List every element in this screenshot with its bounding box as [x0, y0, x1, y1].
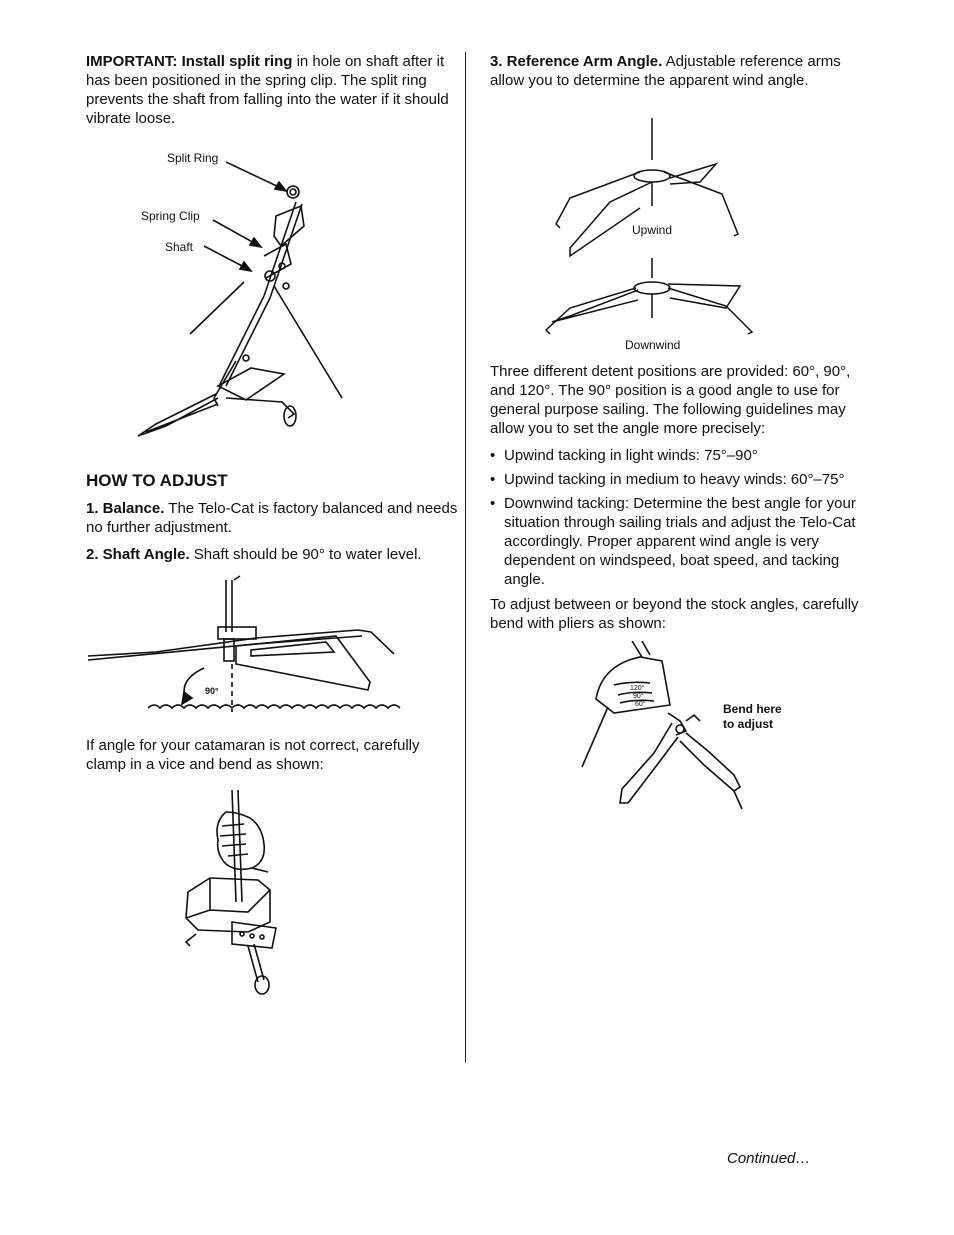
important-text: in hole on shaft after it has been positioned in the spring clip. The split ring prevents the shaft from falling into the water if it should vibrate loose.	[86, 53, 449, 127]
shaft-angle-illustration	[86, 572, 458, 722]
upwind-label: Upwind	[632, 223, 673, 237]
balance-paragraph	[86, 499, 458, 537]
pliers-figure	[490, 641, 870, 821]
important-paragraph	[86, 52, 458, 128]
balance-label: 1. Balance.	[86, 500, 165, 517]
vice-figure	[86, 782, 458, 1007]
split-ring-figure	[86, 136, 458, 441]
dial-label-120: 120°	[630, 685, 645, 692]
reference-arm-label: 3. Reference Arm Angle.	[490, 53, 663, 70]
important-bold: Install split ring	[181, 53, 293, 70]
column-divider	[465, 52, 466, 1062]
reference-arm-paragraph	[490, 52, 870, 90]
detent-paragraph: Three different detent positions are provided: 60°, 90°, and 120°. The 90° position is a good angle to use for general purpose sailing. The following guidelines may allow you to set the angle more precisely:	[490, 363, 851, 437]
reference-arm-illustration	[490, 98, 870, 348]
shaft-angle-text: Shaft should be 90° to water level.	[193, 546, 422, 563]
continued-footer: Continued…	[727, 1150, 811, 1167]
bend-vice-paragraph: If angle for your catamaran is not correct, carefully clamp in a vice and bend as shown:	[86, 737, 420, 773]
guidelines-list	[490, 446, 870, 589]
left-column	[86, 52, 458, 1007]
bend-here-label: Bend here	[723, 702, 782, 716]
stock-angles-paragraph: To adjust between or beyond the stock angles, carefully bend with pliers as shown:	[490, 596, 859, 632]
how-to-adjust-heading: HOW TO ADJUST	[86, 471, 228, 490]
downwind-label: Downwind	[625, 338, 681, 352]
ninety-degree-label: 90°	[205, 686, 219, 696]
shaft-label: Shaft	[165, 240, 194, 254]
shaft-angle-figure	[86, 572, 458, 722]
upwind-downwind-figure	[490, 98, 870, 352]
pliers-illustration	[490, 641, 870, 821]
reference-arm-text: Adjustable reference arms allow you to determine the apparent wind angle.	[490, 53, 841, 89]
balance-text: The Telo-Cat is factory balanced and needs no further adjustment.	[86, 500, 458, 536]
list-item: • Upwind tacking in medium to heavy winds: 60°–75°	[490, 470, 870, 489]
right-column	[490, 52, 870, 821]
shaft-angle-paragraph	[86, 545, 458, 564]
important-label: IMPORTANT:	[86, 53, 178, 70]
list-item: • Downwind tacking: Determine the best angle for your situation through sailing trials and adjust the Telo-Cat accordingly. Proper apparent wind angle is very dependent on windspeed, boat speed, and tacking angle.	[490, 494, 870, 589]
split-ring-label: Split Ring	[167, 151, 219, 165]
split-ring-illustration	[86, 136, 458, 441]
to-adjust-label: to adjust	[723, 717, 773, 731]
vice-illustration	[86, 782, 458, 1007]
spring-clip-label: Spring Clip	[141, 209, 200, 223]
dial-label-60: 60°	[635, 701, 646, 708]
shaft-angle-label: 2. Shaft Angle.	[86, 546, 190, 563]
list-item: • Upwind tacking in light winds: 75°–90°	[490, 446, 870, 465]
dial-label-90: 90°	[633, 693, 644, 700]
